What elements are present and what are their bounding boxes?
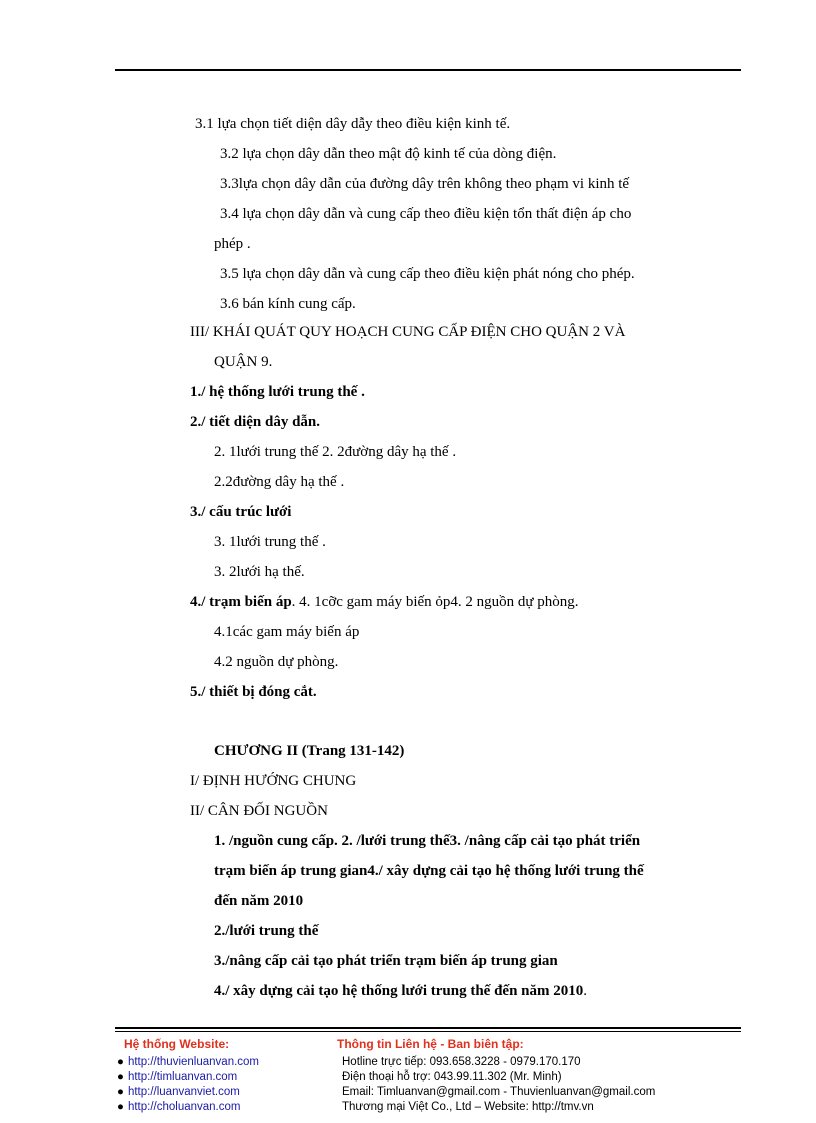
text-line: 3.2 lựa chọn dây dẫn theo mật độ kinh tế của dòng điện. <box>220 146 557 162</box>
text-line: II/ CÂN ĐỐI NGUỒN <box>190 803 328 819</box>
text-line: 3.5 lựa chọn dây dẫn và cung cấp theo điều kiện phát nóng cho phép. <box>220 266 635 282</box>
website-link[interactable]: http://thuvienluanvan.com <box>127 1056 260 1068</box>
text-line: I/ ĐỊNH HƯỚNG CHUNG <box>190 773 357 789</box>
website-item[interactable]: ● http://thuvienluanvan.com <box>117 1056 260 1068</box>
text-line: 2.2đường dây hạ thế . <box>214 474 345 490</box>
text-line: III/ KHÁI QUÁT QUY HOẠCH CUNG CẤP ĐIỆN CHO QUẬN 2 VÀ <box>190 324 626 340</box>
text-line: 1. /nguồn cung cấp. 2. /lưới trung thế3. /nâng cấp cải tạo phát triển <box>214 833 641 849</box>
footer-rule <box>115 1027 741 1029</box>
text-line: 4.2 nguồn dự phòng. <box>214 654 339 670</box>
text-line: 2. 1lưới trung thế 2. 2đường dây hạ thế . <box>214 444 457 460</box>
text-line: 3. 1lưới trung thế . <box>214 534 326 550</box>
website-item[interactable]: ● http://timluanvan.com <box>117 1071 238 1083</box>
text-line: 3.4 lựa chọn dây dẫn và cung cấp theo điều kiện tổn thất điện áp cho <box>220 206 632 222</box>
text-line: 3./ cấu trúc lưới <box>190 504 292 520</box>
text-line: trạm biến áp trung gian4./ xây dựng cải tạo hệ thống lưới trung thế <box>214 863 644 879</box>
website-link[interactable]: http://luanvanviet.com <box>127 1086 240 1098</box>
text-line: 5./ thiết bị đóng cắt. <box>190 684 317 700</box>
text-line: phép . <box>214 236 251 252</box>
footer-websites-title: Hệ thống Website: <box>124 1037 230 1051</box>
contact-company: Thương mại Việt Co., Ltd – Website: http://tmv.vn <box>342 1101 594 1113</box>
footer-rule-thin <box>115 1031 741 1032</box>
text-line: 1./ hệ thống lưới trung thế . <box>190 384 365 400</box>
website-item[interactable]: ● http://choluanvan.com <box>117 1101 241 1113</box>
website-link[interactable]: http://timluanvan.com <box>127 1071 238 1083</box>
footer-contact-title: Thông tin Liên hệ - Ban biên tập: <box>337 1037 524 1051</box>
text-line: 2./ tiết diện dây dẫn. <box>190 414 321 430</box>
text-line: 4.1các gam máy biến áp <box>214 624 360 640</box>
contact-email: Email: Timluanvan@gmail.com - Thuvienluanvan@gmail.com <box>342 1086 656 1098</box>
website-item[interactable]: ● http://luanvanviet.com <box>117 1086 240 1098</box>
contact-hotline: Hotline trực tiếp: 093.658.3228 - 0979.170.170 <box>342 1056 581 1068</box>
text-line: đến năm 2010 <box>214 893 304 909</box>
text-line: 3.1 lựa chọn tiết diện dây dẫy theo điều kiện kinh tế. <box>195 116 511 132</box>
text-line: 3.6 bán kính cung cấp. <box>220 296 356 312</box>
text-line: 2./lưới trung thế <box>214 923 319 939</box>
text-line: 3.3lựa chọn dây dẫn của đường dây trên không theo phạm vi kinh tế <box>220 176 630 192</box>
text-line: 3./nâng cấp cải tạo phát triển trạm biến áp trung gian <box>214 953 558 969</box>
website-link[interactable]: http://choluanvan.com <box>127 1101 241 1113</box>
contact-phone: Điện thoại hỗ trợ: 043.99.11.302 (Mr. Minh) <box>342 1071 562 1083</box>
text-line: 4./ xây dựng cải tạo hệ thống lưới trung thế đến năm 2010. <box>214 983 588 999</box>
text-line: CHƯƠNG II (Trang 131-142) <box>214 743 405 759</box>
header-rule <box>115 69 741 71</box>
text-line: QUẬN 9. <box>214 354 273 370</box>
text-line: 4./ trạm biến áp. 4. 1cỡc gam máy biến ỏp4. 2 nguồn dự phòng. <box>190 594 579 610</box>
text-line: 3. 2lưới hạ thế. <box>214 564 305 580</box>
